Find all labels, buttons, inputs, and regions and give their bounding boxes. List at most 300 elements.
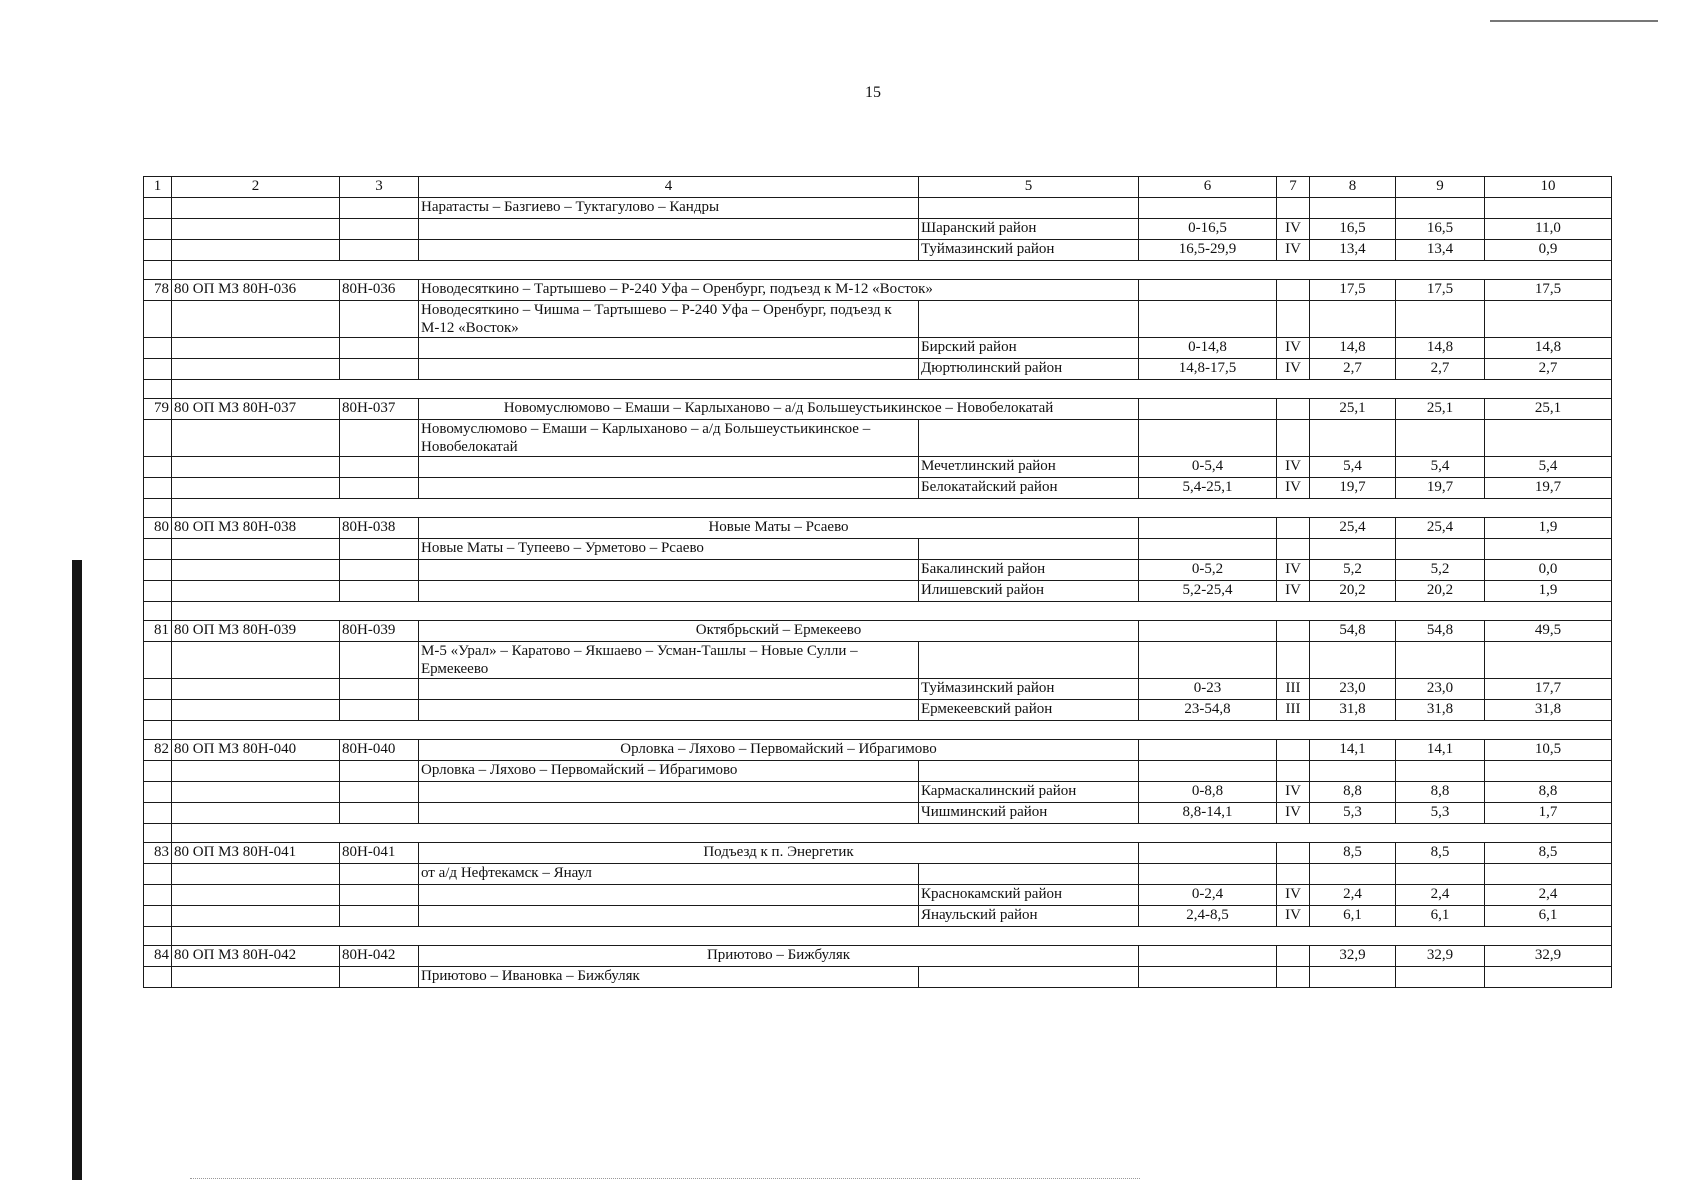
value-col8 xyxy=(1310,761,1396,782)
road-short-code xyxy=(340,864,419,885)
row-number xyxy=(144,581,172,602)
value-col8: 2,4 xyxy=(1310,885,1396,906)
road-code: 80 ОП МЗ 80Н-041 xyxy=(172,843,340,864)
row-number xyxy=(144,679,172,700)
road-category xyxy=(1277,967,1310,988)
value-col10 xyxy=(1485,761,1612,782)
road-category xyxy=(1277,864,1310,885)
district-row xyxy=(144,581,1612,602)
road-code xyxy=(172,885,340,906)
row-number xyxy=(144,560,172,581)
road-short-code xyxy=(340,906,419,927)
km-range: 2,4-8,5 xyxy=(1139,906,1277,927)
value-col8 xyxy=(1310,642,1396,679)
route-description: Новодесяткино – Чишма – Тартышево – Р-240 Уфа – Оренбург, подъезд к М-12 «Восток» xyxy=(419,301,919,338)
value-col9: 31,8 xyxy=(1396,700,1485,721)
header-cell: 3 xyxy=(340,177,419,198)
road-route-row xyxy=(144,967,1612,988)
route-description: от а/д Нефтекамск – Янаул xyxy=(419,864,919,885)
road-category: IV xyxy=(1277,240,1310,261)
road-category: IV xyxy=(1277,359,1310,380)
spacer-cell xyxy=(144,824,172,843)
value-col8 xyxy=(1310,539,1396,560)
route-description xyxy=(419,457,919,478)
road-short-code xyxy=(340,198,419,219)
road-name: Приютово – Бижбуляк xyxy=(419,946,1139,967)
district: Бакалинский район xyxy=(919,560,1139,581)
district-row xyxy=(144,803,1612,824)
value-col8: 25,1 xyxy=(1310,399,1396,420)
district: Туймазинский район xyxy=(919,679,1139,700)
value-col10: 0,0 xyxy=(1485,560,1612,581)
road-short-code: 80Н-042 xyxy=(340,946,419,967)
value-col8: 8,5 xyxy=(1310,843,1396,864)
value-col8 xyxy=(1310,864,1396,885)
route-description: М-5 «Урал» – Каратово – Якшаево – Усман-Ташлы – Новые Сулли – Ермекеево xyxy=(419,642,919,679)
value-col9 xyxy=(1396,198,1485,219)
district-row xyxy=(144,885,1612,906)
road-code: 80 ОП МЗ 80Н-037 xyxy=(172,399,340,420)
district xyxy=(919,864,1139,885)
table-body xyxy=(144,177,1612,988)
road-name: Новодесяткино – Тартышево – Р-240 Уфа – Оренбург, подъезд к М-12 «Восток» xyxy=(419,280,1139,301)
road-short-code xyxy=(340,560,419,581)
road-code xyxy=(172,803,340,824)
km-range xyxy=(1139,843,1277,864)
value-col10 xyxy=(1485,198,1612,219)
page-number: 15 xyxy=(865,84,881,101)
value-col10: 17,5 xyxy=(1485,280,1612,301)
route-description: Новые Маты – Тупеево – Урметово – Рсаево xyxy=(419,539,919,560)
km-range xyxy=(1139,420,1277,457)
km-range xyxy=(1139,621,1277,642)
row-number xyxy=(144,240,172,261)
district: Бирский район xyxy=(919,338,1139,359)
value-col10: 32,9 xyxy=(1485,946,1612,967)
road-category: IV xyxy=(1277,219,1310,240)
road-code xyxy=(172,967,340,988)
value-col8 xyxy=(1310,967,1396,988)
value-col9: 8,5 xyxy=(1396,843,1485,864)
row-number xyxy=(144,782,172,803)
scan-edge-mark xyxy=(72,560,82,1180)
road-short-code xyxy=(340,219,419,240)
road-short-code xyxy=(340,240,419,261)
value-col9 xyxy=(1396,539,1485,560)
road-code xyxy=(172,539,340,560)
road-main-row xyxy=(144,621,1612,642)
district: Мечетлинский район xyxy=(919,457,1139,478)
km-range xyxy=(1139,761,1277,782)
spacer-row xyxy=(144,927,1612,946)
row-number: 79 xyxy=(144,399,172,420)
scan-bottom-rule xyxy=(190,1178,1140,1180)
spacer-cell xyxy=(144,380,172,399)
road-category: IV xyxy=(1277,906,1310,927)
district: Краснокамский район xyxy=(919,885,1139,906)
value-col10: 2,7 xyxy=(1485,359,1612,380)
roads-table xyxy=(143,176,1612,988)
road-code xyxy=(172,338,340,359)
district-row xyxy=(144,906,1612,927)
value-col9 xyxy=(1396,967,1485,988)
route-description: Новомуслюмово – Емаши – Карлыханово – а/д Большеустьикинское – Новобелокатай xyxy=(419,420,919,457)
header-cell: 1 xyxy=(144,177,172,198)
value-col9: 17,5 xyxy=(1396,280,1485,301)
value-col8: 5,3 xyxy=(1310,803,1396,824)
value-col9: 25,4 xyxy=(1396,518,1485,539)
road-code: 80 ОП МЗ 80Н-039 xyxy=(172,621,340,642)
spacer-row xyxy=(144,721,1612,740)
spacer-cell xyxy=(144,499,172,518)
value-col8: 54,8 xyxy=(1310,621,1396,642)
spacer-row xyxy=(144,824,1612,843)
road-code xyxy=(172,457,340,478)
value-col9 xyxy=(1396,301,1485,338)
value-col10: 11,0 xyxy=(1485,219,1612,240)
row-number xyxy=(144,219,172,240)
district-row xyxy=(144,478,1612,499)
route-description xyxy=(419,338,919,359)
route-description xyxy=(419,359,919,380)
header-cell: 6 xyxy=(1139,177,1277,198)
km-range: 0-23 xyxy=(1139,679,1277,700)
spacer-cell xyxy=(172,499,1612,518)
spacer-cell xyxy=(144,602,172,621)
road-route-row xyxy=(144,642,1612,679)
value-col8 xyxy=(1310,198,1396,219)
value-col9 xyxy=(1396,864,1485,885)
road-main-row xyxy=(144,399,1612,420)
value-col10: 25,1 xyxy=(1485,399,1612,420)
value-col8: 20,2 xyxy=(1310,581,1396,602)
road-name: Подъезд к п. Энергетик xyxy=(419,843,1139,864)
district: Кармаскалинский район xyxy=(919,782,1139,803)
value-col9: 23,0 xyxy=(1396,679,1485,700)
value-col9: 5,4 xyxy=(1396,457,1485,478)
road-short-code xyxy=(340,679,419,700)
km-range: 0-16,5 xyxy=(1139,219,1277,240)
spacer-cell xyxy=(172,602,1612,621)
header-row xyxy=(144,177,1612,198)
km-range: 5,4-25,1 xyxy=(1139,478,1277,499)
road-route-row xyxy=(144,761,1612,782)
road-short-code xyxy=(340,885,419,906)
road-code: 80 ОП МЗ 80Н-042 xyxy=(172,946,340,967)
road-category xyxy=(1277,518,1310,539)
road-category xyxy=(1277,761,1310,782)
header-cell: 8 xyxy=(1310,177,1396,198)
value-col8: 13,4 xyxy=(1310,240,1396,261)
row-number xyxy=(144,864,172,885)
km-range: 5,2-25,4 xyxy=(1139,581,1277,602)
value-col10: 10,5 xyxy=(1485,740,1612,761)
route-description xyxy=(419,782,919,803)
road-short-code xyxy=(340,457,419,478)
value-col9 xyxy=(1396,761,1485,782)
value-col8 xyxy=(1310,420,1396,457)
road-short-code xyxy=(340,700,419,721)
district xyxy=(919,539,1139,560)
value-col10: 1,9 xyxy=(1485,518,1612,539)
km-range xyxy=(1139,642,1277,679)
value-col8: 25,4 xyxy=(1310,518,1396,539)
value-col8: 32,9 xyxy=(1310,946,1396,967)
km-range xyxy=(1139,864,1277,885)
spacer-cell xyxy=(144,927,172,946)
road-category: IV xyxy=(1277,803,1310,824)
row-number xyxy=(144,539,172,560)
road-category: IV xyxy=(1277,782,1310,803)
header-cell: 10 xyxy=(1485,177,1612,198)
value-col9: 16,5 xyxy=(1396,219,1485,240)
district-row xyxy=(144,782,1612,803)
value-col9: 6,1 xyxy=(1396,906,1485,927)
value-col9: 5,2 xyxy=(1396,560,1485,581)
road-category: IV xyxy=(1277,581,1310,602)
km-range xyxy=(1139,539,1277,560)
road-category: IV xyxy=(1277,560,1310,581)
route-description xyxy=(419,700,919,721)
header-cell: 7 xyxy=(1277,177,1310,198)
value-col10: 49,5 xyxy=(1485,621,1612,642)
route-description xyxy=(419,478,919,499)
district xyxy=(919,967,1139,988)
road-category xyxy=(1277,740,1310,761)
km-range: 0-14,8 xyxy=(1139,338,1277,359)
road-short-code xyxy=(340,581,419,602)
district-row xyxy=(144,219,1612,240)
row-number xyxy=(144,359,172,380)
road-short-code xyxy=(340,301,419,338)
value-col10: 14,8 xyxy=(1485,338,1612,359)
value-col9 xyxy=(1396,420,1485,457)
value-col10 xyxy=(1485,864,1612,885)
route-description xyxy=(419,679,919,700)
row-number: 82 xyxy=(144,740,172,761)
road-short-code: 80Н-039 xyxy=(340,621,419,642)
road-code xyxy=(172,478,340,499)
row-number: 84 xyxy=(144,946,172,967)
road-code: 80 ОП МЗ 80Н-040 xyxy=(172,740,340,761)
value-col9: 20,2 xyxy=(1396,581,1485,602)
road-short-code xyxy=(340,359,419,380)
row-number: 80 xyxy=(144,518,172,539)
road-category: IV xyxy=(1277,478,1310,499)
road-main-row xyxy=(144,843,1612,864)
row-number xyxy=(144,478,172,499)
row-number xyxy=(144,761,172,782)
district xyxy=(919,761,1139,782)
road-short-code xyxy=(340,803,419,824)
road-category xyxy=(1277,621,1310,642)
road-category xyxy=(1277,301,1310,338)
row-number xyxy=(144,420,172,457)
value-col10: 6,1 xyxy=(1485,906,1612,927)
road-name: Новые Маты – Рсаево xyxy=(419,518,1139,539)
road-code xyxy=(172,782,340,803)
district: Чишминский район xyxy=(919,803,1139,824)
header-cell: 5 xyxy=(919,177,1139,198)
road-short-code xyxy=(340,967,419,988)
route-description xyxy=(419,581,919,602)
km-range xyxy=(1139,967,1277,988)
route-description: Приютово – Ивановка – Бижбуляк xyxy=(419,967,919,988)
road-category: III xyxy=(1277,700,1310,721)
road-main-row xyxy=(144,280,1612,301)
road-category: IV xyxy=(1277,885,1310,906)
row-number xyxy=(144,803,172,824)
value-col8: 23,0 xyxy=(1310,679,1396,700)
road-short-code xyxy=(340,539,419,560)
spacer-row xyxy=(144,602,1612,621)
road-category xyxy=(1277,420,1310,457)
value-col10 xyxy=(1485,301,1612,338)
row-number xyxy=(144,967,172,988)
road-code xyxy=(172,906,340,927)
km-range xyxy=(1139,946,1277,967)
road-main-row xyxy=(144,946,1612,967)
road-short-code xyxy=(340,420,419,457)
district: Илишевский район xyxy=(919,581,1139,602)
route-description: Орловка – Ляхово – Первомайский – Ибрагимово xyxy=(419,761,919,782)
district: Янаульский район xyxy=(919,906,1139,927)
road-category xyxy=(1277,539,1310,560)
road-code xyxy=(172,420,340,457)
road-category: IV xyxy=(1277,457,1310,478)
header-cell: 4 xyxy=(419,177,919,198)
road-code xyxy=(172,700,340,721)
road-route-row xyxy=(144,864,1612,885)
value-col10: 1,9 xyxy=(1485,581,1612,602)
road-short-code: 80Н-041 xyxy=(340,843,419,864)
row-number: 81 xyxy=(144,621,172,642)
district-row xyxy=(144,457,1612,478)
spacer-cell xyxy=(172,721,1612,740)
value-col10: 8,5 xyxy=(1485,843,1612,864)
road-code xyxy=(172,219,340,240)
km-range xyxy=(1139,280,1277,301)
road-short-code xyxy=(340,642,419,679)
road-short-code: 80Н-038 xyxy=(340,518,419,539)
km-range xyxy=(1139,740,1277,761)
value-col8: 2,7 xyxy=(1310,359,1396,380)
road-code xyxy=(172,560,340,581)
km-range xyxy=(1139,399,1277,420)
row-number xyxy=(144,198,172,219)
road-main-row xyxy=(144,518,1612,539)
road-main-row xyxy=(144,740,1612,761)
value-col9: 25,1 xyxy=(1396,399,1485,420)
road-code xyxy=(172,198,340,219)
road-name: Новомуслюмово – Емаши – Карлыханово – а/д Большеустьикинское – Новобелокатай xyxy=(419,399,1139,420)
road-code: 80 ОП МЗ 80Н-036 xyxy=(172,280,340,301)
scan-top-rule xyxy=(1490,20,1658,22)
district xyxy=(919,642,1139,679)
row-number xyxy=(144,885,172,906)
road-category: IV xyxy=(1277,338,1310,359)
road-code xyxy=(172,359,340,380)
road-code xyxy=(172,581,340,602)
value-col10 xyxy=(1485,539,1612,560)
road-category xyxy=(1277,843,1310,864)
value-col10: 0,9 xyxy=(1485,240,1612,261)
district: Ермекеевский район xyxy=(919,700,1139,721)
value-col9: 14,1 xyxy=(1396,740,1485,761)
value-col8: 6,1 xyxy=(1310,906,1396,927)
road-route-row xyxy=(144,539,1612,560)
road-category xyxy=(1277,198,1310,219)
road-category xyxy=(1277,642,1310,679)
value-col9: 14,8 xyxy=(1396,338,1485,359)
value-col8: 8,8 xyxy=(1310,782,1396,803)
value-col8: 14,8 xyxy=(1310,338,1396,359)
district: Шаранский район xyxy=(919,219,1139,240)
road-short-code xyxy=(340,782,419,803)
value-col9: 2,7 xyxy=(1396,359,1485,380)
road-code: 80 ОП МЗ 80Н-038 xyxy=(172,518,340,539)
header-cell: 2 xyxy=(172,177,340,198)
road-short-code: 80Н-037 xyxy=(340,399,419,420)
spacer-row xyxy=(144,261,1612,280)
road-category xyxy=(1277,399,1310,420)
value-col10: 5,4 xyxy=(1485,457,1612,478)
km-range: 0-2,4 xyxy=(1139,885,1277,906)
value-col8: 31,8 xyxy=(1310,700,1396,721)
km-range: 23-54,8 xyxy=(1139,700,1277,721)
spacer-cell xyxy=(172,927,1612,946)
district-row xyxy=(144,359,1612,380)
value-col10 xyxy=(1485,642,1612,679)
district: Белокатайский район xyxy=(919,478,1139,499)
spacer-row xyxy=(144,499,1612,518)
district xyxy=(919,420,1139,457)
header-cell: 9 xyxy=(1396,177,1485,198)
row-number xyxy=(144,457,172,478)
road-category xyxy=(1277,280,1310,301)
road-short-code xyxy=(340,761,419,782)
route-description: Наратасты – Базгиево – Туктагулово – Кандры xyxy=(419,198,919,219)
spacer-cell xyxy=(172,380,1612,399)
value-col9: 54,8 xyxy=(1396,621,1485,642)
district-row xyxy=(144,560,1612,581)
value-col9: 8,8 xyxy=(1396,782,1485,803)
district-row xyxy=(144,338,1612,359)
row-number: 78 xyxy=(144,280,172,301)
value-col8: 17,5 xyxy=(1310,280,1396,301)
row-number xyxy=(144,700,172,721)
value-col10: 8,8 xyxy=(1485,782,1612,803)
district xyxy=(919,198,1139,219)
route-description xyxy=(419,219,919,240)
district: Дюртюлинский район xyxy=(919,359,1139,380)
value-col9: 13,4 xyxy=(1396,240,1485,261)
road-short-code: 80Н-040 xyxy=(340,740,419,761)
value-col10: 19,7 xyxy=(1485,478,1612,499)
value-col8: 5,4 xyxy=(1310,457,1396,478)
road-name: Орловка – Ляхово – Первомайский – Ибрагимово xyxy=(419,740,1139,761)
road-name: Октябрьский – Ермекеево xyxy=(419,621,1139,642)
spacer-cell xyxy=(172,824,1612,843)
road-code xyxy=(172,679,340,700)
road-category: III xyxy=(1277,679,1310,700)
value-col9: 19,7 xyxy=(1396,478,1485,499)
km-range: 14,8-17,5 xyxy=(1139,359,1277,380)
spacer-cell xyxy=(172,261,1612,280)
spacer-cell xyxy=(144,721,172,740)
road-category xyxy=(1277,946,1310,967)
spacer-cell xyxy=(144,261,172,280)
